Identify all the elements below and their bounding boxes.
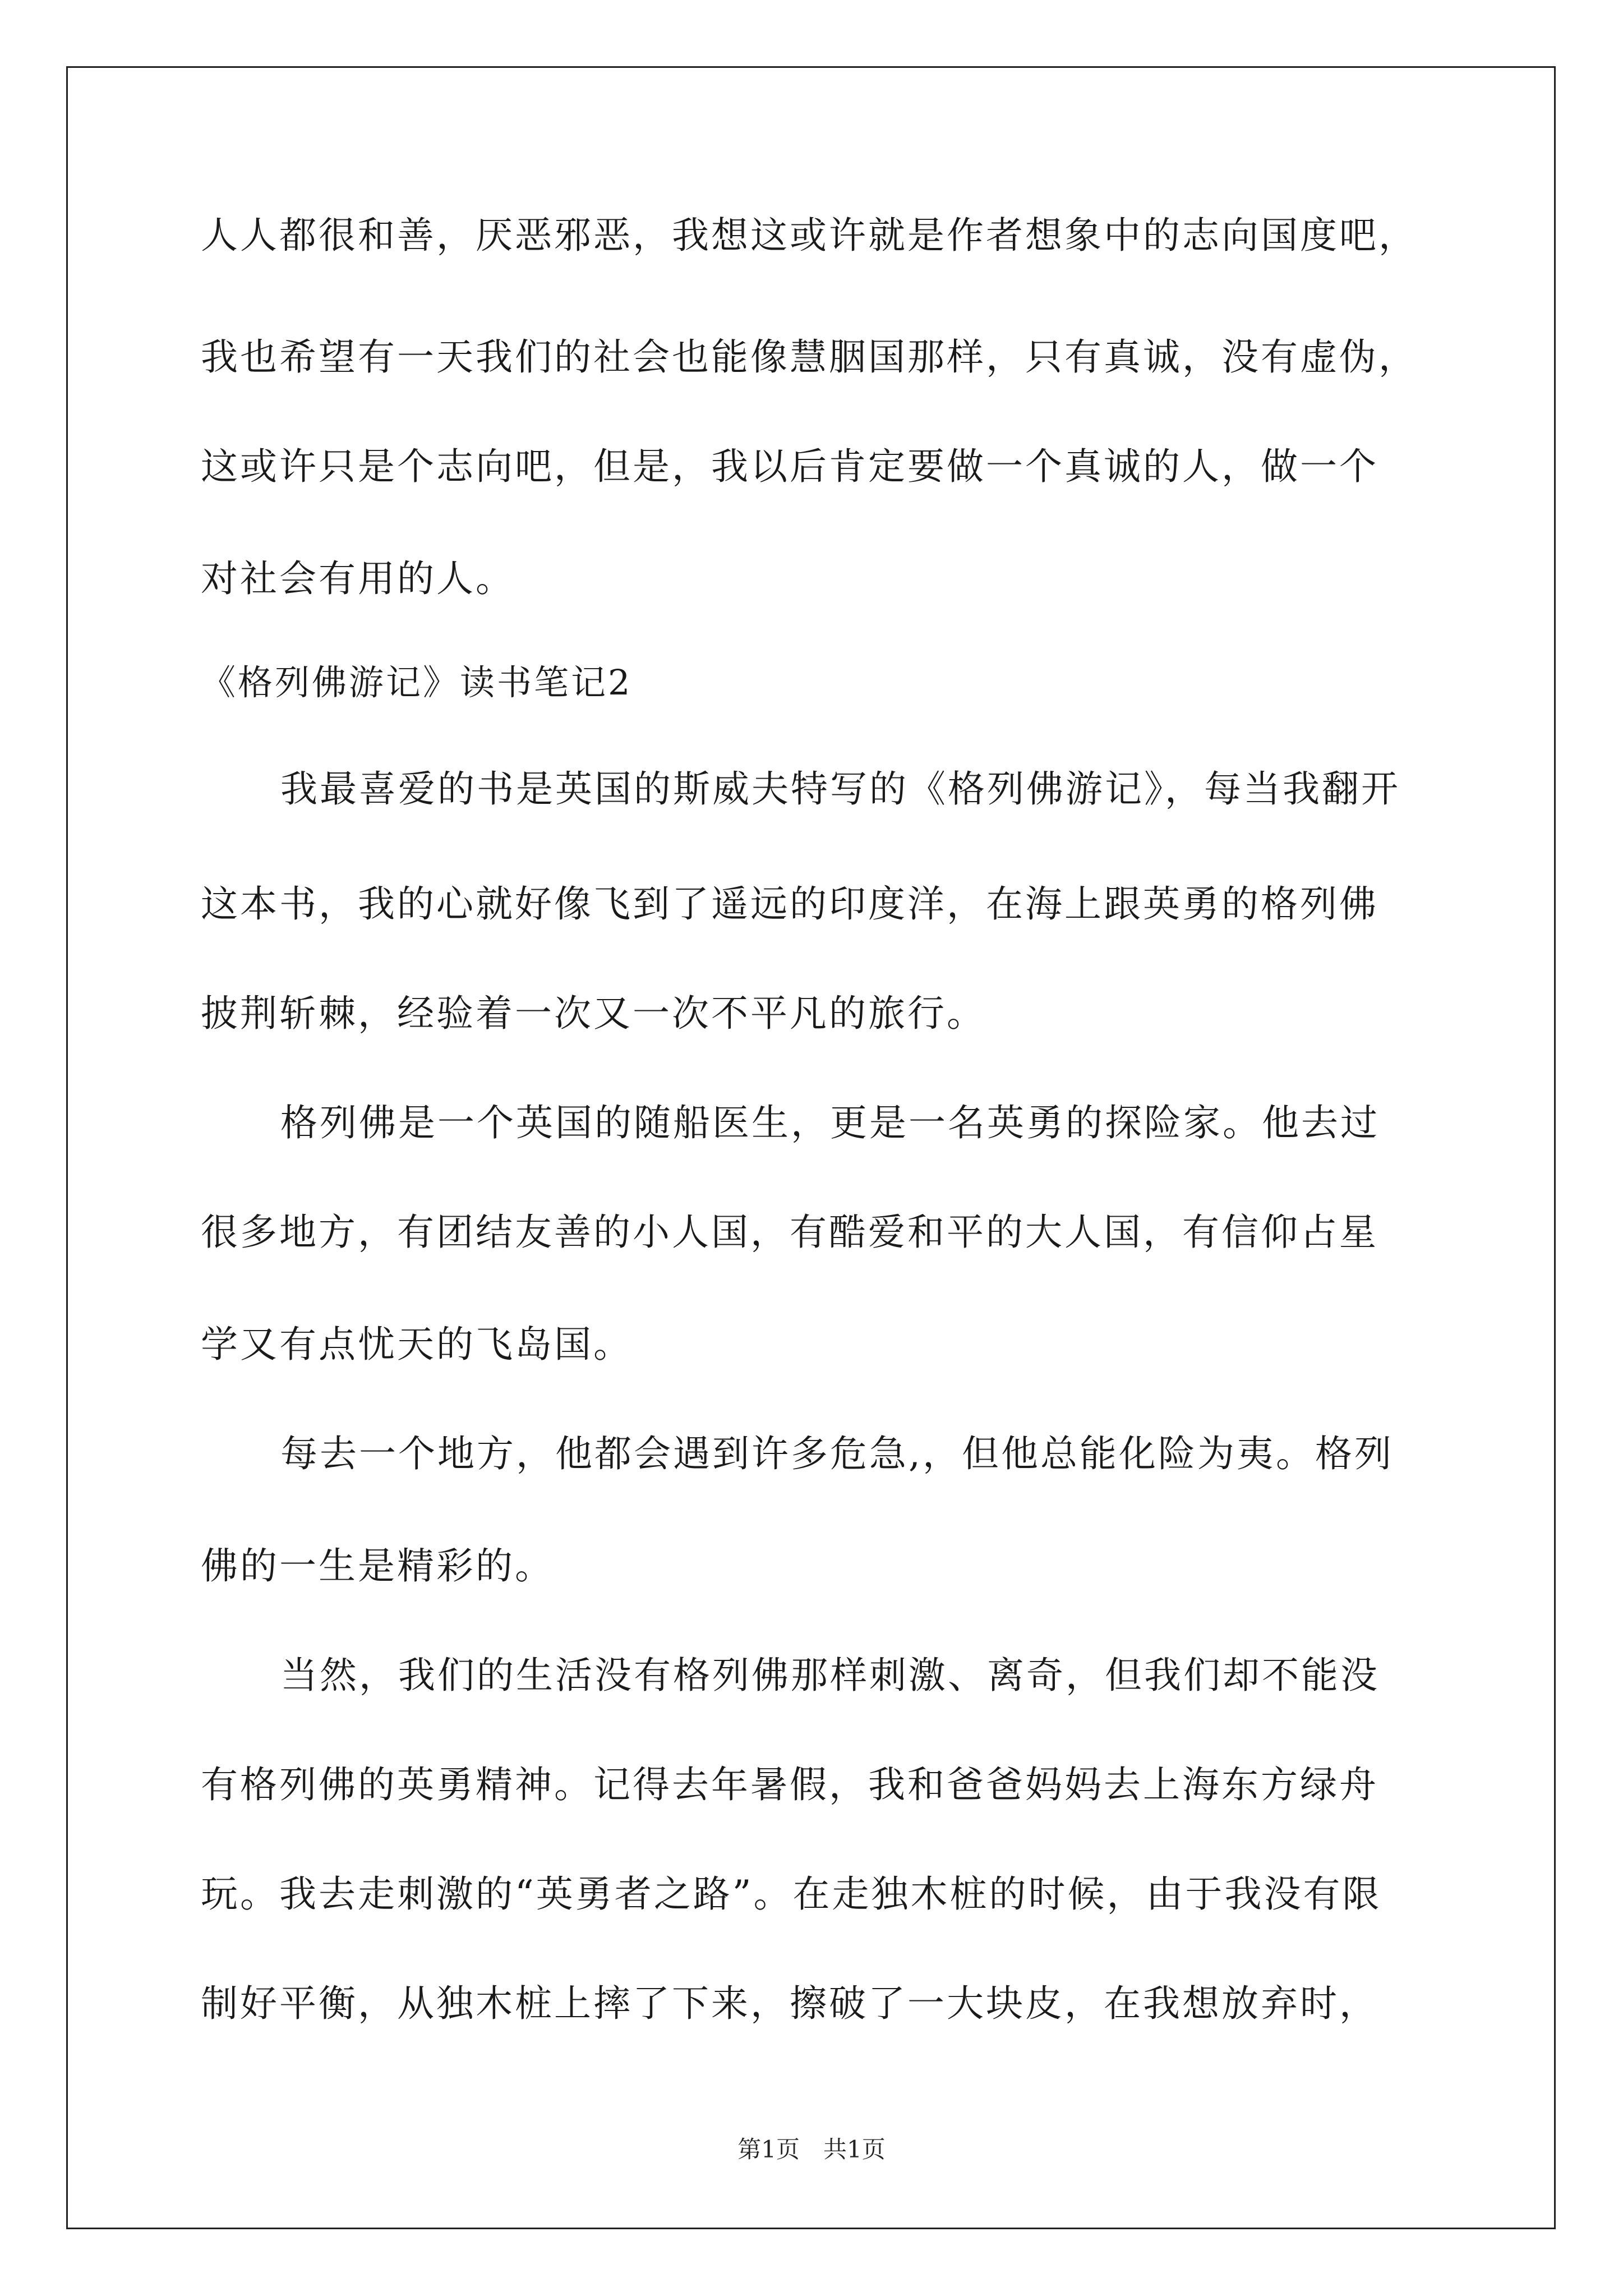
page-footer: 第1页 共1页	[737, 2136, 886, 2163]
paragraph-line: 佛的一生是精彩的。	[201, 1544, 554, 1588]
text-line: 对社会有用的人。	[201, 557, 515, 600]
text-line: 我也希望有一天我们的社会也能像慧胭国那样，只有真诚，没有虚伪，	[201, 335, 1418, 379]
paragraph-line: 有格列佛的英勇精神。记得去年暑假，我和爸爸妈妈去上海东方绿舟	[201, 1763, 1378, 1806]
paragraph-line: 每去一个地方，他都会遇到许多危急,，但他总能化险为夷。格列	[280, 1432, 1394, 1475]
paragraph-line: 很多地方，有团结友善的小人国，有酷爱和平的大人国，有信仰占星	[201, 1211, 1378, 1254]
paragraph-line: 制好平衡，从独木桩上摔了下来，擦破了一大块皮，在我想放弃时，	[201, 1982, 1378, 2025]
paragraph-line: 格列佛是一个英国的随船医生，更是一名英勇的探险家。他去过	[280, 1101, 1380, 1144]
section-title: 《格列佛游记》读书笔记2	[201, 662, 633, 703]
paragraph-line: 玩。我去走刺激的“英勇者之路”。在走独木桩的时候，由于我没有限	[201, 1872, 1382, 1916]
paragraph-line: 当然，我们的生活没有格列佛那样刺激、离奇，但我们却不能没	[280, 1654, 1380, 1697]
text-line: 这或许只是个志向吧，但是，我以后肯定要做一个真诚的人，做一个	[201, 445, 1378, 488]
paragraph-line: 学又有点忧天的飞岛国。	[201, 1323, 633, 1366]
paragraph-line: 这本书，我的心就好像飞到了遥远的印度洋，在海上跟英勇的格列佛	[201, 882, 1378, 926]
paragraph-line: 披荆斩棘，经验着一次又一次不平凡的旅行。	[201, 992, 986, 1035]
paragraph-line: 我最喜爱的书是英国的斯威夫特写的《格列佛游记》，每当我翻开	[280, 767, 1400, 811]
text-line: 人人都很和善，厌恶邪恶，我想这或许就是作者想象中的志向国度吧，	[201, 214, 1418, 257]
